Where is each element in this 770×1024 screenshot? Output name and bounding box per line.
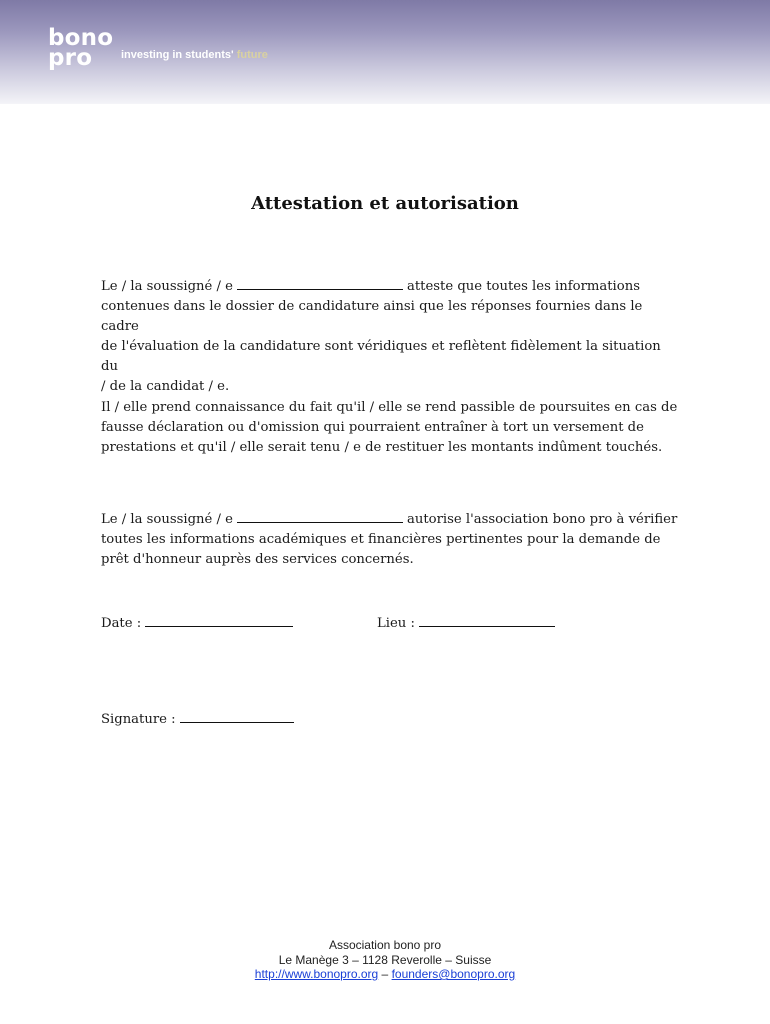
footer <box>0 938 770 982</box>
paragraph-line: Il / elle prend connaissance du fait qu'il / elle se rend passible de poursuites en cas de <box>101 400 678 415</box>
bono-pro-logo <box>48 25 114 71</box>
paragraph-line: toutes les informations académiques et financières pertinentes pour la demande de <box>101 532 661 547</box>
paragraph-line: / de la candidat / e. <box>101 379 230 394</box>
logo-word-pro: pro <box>48 45 93 71</box>
website-link[interactable]: http://www.bonopro.org <box>254 967 379 981</box>
paragraph-line: fausse déclaration ou d'omission qui pourraient entraîner à tort un versement de <box>101 420 644 435</box>
lieu-label: Lieu : <box>377 616 415 631</box>
text-segment: Le / la soussigné / e <box>101 279 233 294</box>
logo-word-bono: bono <box>48 25 114 51</box>
lieu-blank-line[interactable] <box>419 613 555 627</box>
tagline-accent: future <box>236 49 268 61</box>
email-link[interactable]: founders@bonopro.org <box>391 967 516 981</box>
tagline <box>121 49 268 61</box>
paragraph-line: de l'évaluation de la candidature sont véridiques et reflètent fidèlement la situation du <box>101 339 661 374</box>
tagline-main: investing in students' <box>121 49 234 61</box>
date-blank-line[interactable] <box>145 613 293 627</box>
text-segment: autorise l'association bono pro à vérifier <box>407 512 678 527</box>
paragraph-responsibility <box>101 398 681 458</box>
paragraph-line: contenues dans le dossier de candidature ainsi que les réponses fournies dans le cadre <box>101 299 643 334</box>
signature-field <box>101 709 298 727</box>
signature-label: Signature : <box>101 712 176 727</box>
text-segment: atteste que toutes les informations <box>407 279 640 294</box>
paragraph-attestation <box>101 276 681 397</box>
footer-org: Association bono pro <box>328 938 442 952</box>
paragraph-line <box>101 509 681 530</box>
lieu-field <box>377 613 559 631</box>
text-segment: Le / la soussigné / e <box>101 512 233 527</box>
name-blank-line[interactable] <box>237 276 403 290</box>
footer-contact <box>0 967 770 982</box>
footer-address: Le Manège 3 – 1128 Reverolle – Suisse <box>278 952 492 967</box>
paragraph-line <box>101 276 681 297</box>
footer-separator: – <box>381 967 389 981</box>
paragraph-line: prêt d'honneur auprès des services concernés. <box>101 552 414 567</box>
document-title: Attestation et autorisation <box>251 193 519 214</box>
date-field <box>101 613 297 631</box>
signature-blank-line[interactable] <box>180 709 294 723</box>
letterhead-banner <box>0 0 770 104</box>
paragraph-authorisation <box>101 509 681 570</box>
name-blank-line[interactable] <box>237 509 403 523</box>
date-label: Date : <box>101 616 142 631</box>
paragraph-line: prestations et qu'il / elle serait tenu / e de restituer les montants indûment touchés. <box>101 440 663 455</box>
